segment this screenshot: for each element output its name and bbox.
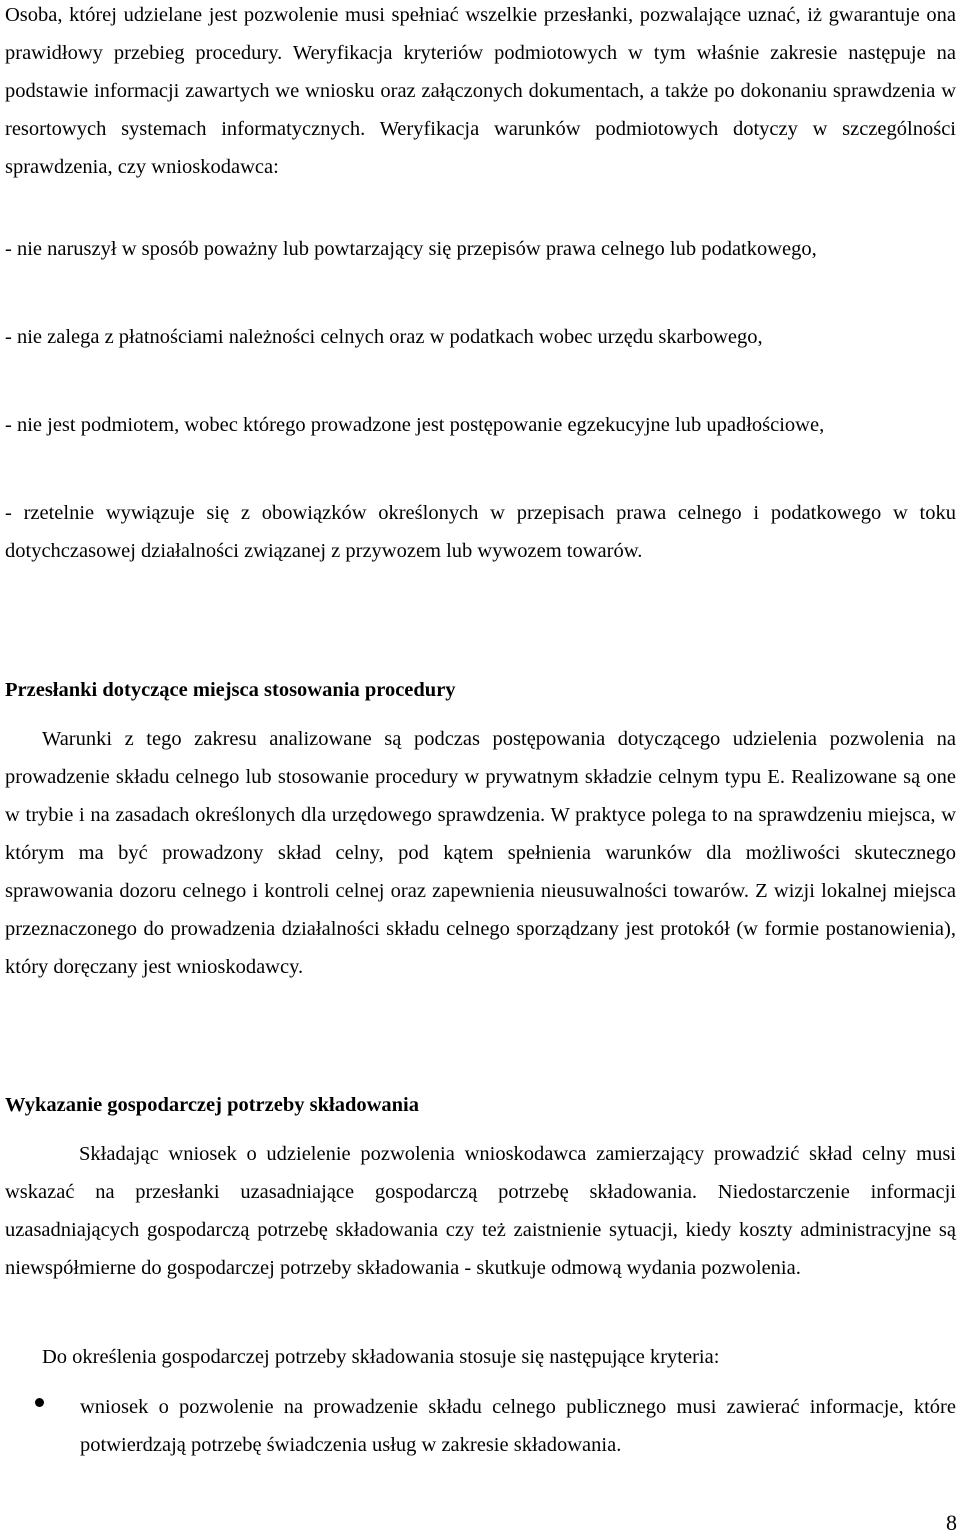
bullet-icon	[35, 1398, 44, 1407]
list-item-dash-3: - nie jest podmiotem, wobec którego prowadzone jest postępowanie egzekucyjne lub upadłościowe,	[5, 414, 825, 436]
paragraph-criteria-intro: Do określenia gospodarczej potrzeby składowania stosuje się następujące kryteria:	[42, 1346, 720, 1368]
section-heading-economic-need: Wykazanie gospodarczej potrzeby składowania	[5, 1094, 419, 1116]
page-number: 8	[946, 1510, 957, 1535]
bullet-text: wniosek o pozwolenie na prowadzenie składu celnego publicznego musi zawierać informacje, które potwierdzają potrzebę świadczenia usług w zakresie składowania.	[80, 1396, 956, 1456]
paragraph-location: Warunki z tego zakresu analizowane są podczas postępowania dotyczącego udzielenia pozwolenia na prowadzenie składu celnego lub stosowanie procedury w prywatnym składzie celnym typu E. Realizowane są one w trybie i na zasadach określonych dla urzędowego sprawdzenia. W praktyce polega to na sprawdzeniu miejsca, w którym ma być prowadzony skład celny, pod kątem spełnienia warunków dla możliwości skutecznego sprawowania dozoru celnego i kontroli celnej oraz zapewnienia nieusuwalności towarów. Z wizji lokalnej miejsca przeznaczonego do prowadzenia działalności składu celnego sporządzany jest protokół (w formie postanowienia), który doręczany jest wnioskodawcy.	[5, 728, 956, 978]
list-item-dash-1: - nie naruszył w sposób poważny lub powtarzający się przepisów prawa celnego lub podatkowego,	[5, 238, 817, 260]
section-heading-location: Przesłanki dotyczące miejsca stosowania procedury	[5, 679, 456, 701]
paragraph-economic-need: Składając wniosek o udzielenie pozwolenia wnioskodawca zamierzający prowadzić skład celny musi wskazać na przesłanki uzasadniające gospodarczą potrzebę składowania. Niedostarczenie informacji uzasadniających gospodarczą potrzebę składowania czy też zaistnienie sytuacji, kiedy koszty administracyjne są niewspółmierne do gospodarczej potrzeby składowania - skutkuje odmową wydania pozwolenia.	[5, 1143, 956, 1279]
list-item-dash-4: - rzetelnie wywiązuje się z obowiązków określonych w przepisach prawa celnego i podatkowego w toku dotychczasowej działalności związanej z przywozem lub wywozem towarów.	[5, 502, 956, 562]
paragraph-subject-criteria: Osoba, której udzielane jest pozwolenie musi spełniać wszelkie przesłanki, pozwalające uznać, iż gwarantuje ona prawidłowy przebieg procedury. Weryfikacja kryteriów podmiotowych w tym właśnie zakresie następuje na podstawie informacji zawartych we wniosku oraz załączonych dokumentach, a także po dokonaniu sprawdzenia w resortowych systemach informatycznych. Weryfikacja warunków podmiotowych dotyczy w szczególności sprawdzenia, czy wnioskodawca:	[5, 4, 956, 178]
list-item-dash-2: - nie zalega z płatnościami należności celnych oraz w podatkach wobec urzędu skarbowego,	[5, 326, 763, 348]
